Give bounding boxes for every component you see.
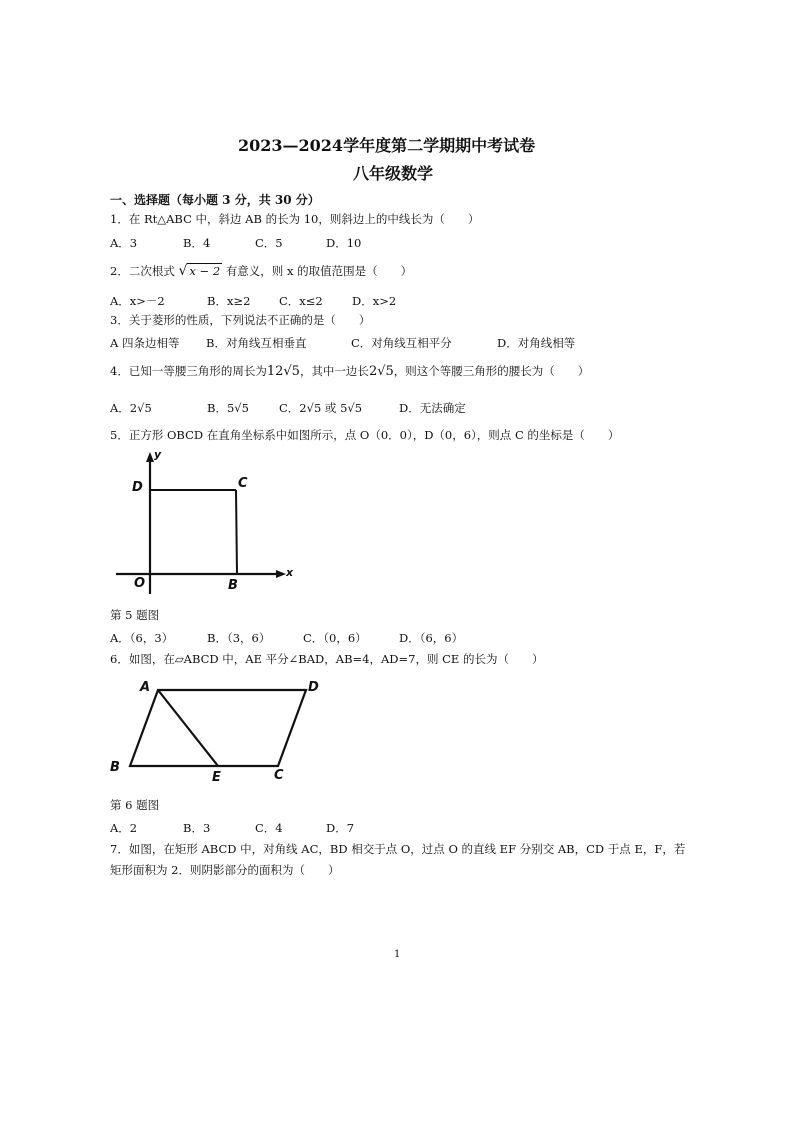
q4-perimeter: 12√5 [266, 364, 300, 379]
question-7-line-1: 7．如图，在矩形 ABCD 中，对角线 AC，BD 相交于点 O，过点 O 的直线 EF 分别交 AB，CD 于点 E，F，若 [110, 842, 686, 856]
q6-label-a: A [140, 680, 151, 695]
q6-label-b: B [110, 760, 120, 775]
q5-label-y: y [154, 448, 162, 461]
q3-option-d[interactable]: D．对角线相等 [497, 336, 576, 350]
q6-option-a[interactable]: A．2 [110, 821, 138, 835]
q5-caption: 第 5 题图 [110, 608, 160, 622]
question-5: 5．正方形 OBCD 在直角坐标系中如图所示，点 O（0．0），D（0，6），则点 C 的坐标是（ ） [110, 428, 620, 442]
q5-label-b: B [228, 578, 238, 593]
q2-option-b[interactable]: B．x≥2 [207, 294, 251, 308]
q5-option-a[interactable]: A．（6，3） [110, 631, 174, 645]
page-number: 1 [394, 949, 401, 960]
q6-label-d: D [308, 680, 319, 695]
q4-option-c[interactable]: C．2√5 或 5√5 [279, 401, 363, 415]
question-1: 1．在 Rt△ABC 中，斜边 AB 的长为 10，则斜边上的中线长为（ ） [110, 212, 480, 226]
q2-option-d[interactable]: D．x>2 [352, 294, 397, 308]
q4-stem-a: 4．已知一等腰三角形的周长为 [110, 364, 267, 378]
q1-option-d[interactable]: D．10 [326, 236, 362, 250]
figure-q6 [108, 676, 328, 792]
q6-option-d[interactable]: D．7 [326, 821, 355, 835]
q2-option-c[interactable]: C．x≤2 [279, 294, 323, 308]
q2-stem-pre: 2．二次根式 [110, 264, 175, 278]
q4-stem-b: ，其中一边长 [299, 364, 369, 378]
q3-option-c[interactable]: C．对角线互相平分 [351, 336, 452, 350]
q6-label-e: E [212, 770, 221, 785]
q6-parallelogram [130, 690, 306, 766]
q2-radicand: x − 2 [189, 264, 221, 278]
q5-label-d: D [132, 480, 143, 495]
figure-q5 [112, 448, 302, 598]
q5-side-cb [236, 490, 237, 574]
exam-title: 2023—2024学年度第二学期期中考试卷 [238, 136, 536, 155]
q1-option-c[interactable]: C．5 [255, 236, 283, 250]
q5-option-d[interactable]: D．（6，6） [399, 631, 464, 645]
q4-option-a[interactable]: A．2√5 [110, 401, 152, 415]
q4-side: 2√5 [368, 364, 394, 379]
q4-option-b[interactable]: B．5√5 [207, 401, 249, 415]
q6-option-b[interactable]: B．3 [183, 821, 211, 835]
q4-stem-c: ，则这个等腰三角形的腰长为（ ） [393, 364, 590, 378]
q5-label-c: C [238, 476, 248, 491]
q5-option-c[interactable]: C．（0，6） [303, 631, 367, 645]
question-4 [110, 364, 589, 379]
q6-segment-ae [158, 690, 218, 766]
question-6: 6．如图，在▱ABCD 中，AE 平分∠BAD，AB=4，AD=7，则 CE 的长为（ ） [110, 652, 544, 666]
q4-option-d[interactable]: D．无法确定 [399, 401, 466, 415]
q6-option-c[interactable]: C．4 [255, 821, 283, 835]
q5-label-x: x [286, 566, 294, 579]
q6-caption: 第 6 题图 [110, 798, 160, 812]
section-heading: 一、选择题（每小题 3 分，共 30 分） [110, 193, 320, 207]
exam-subtitle: 八年级数学 [353, 164, 434, 183]
q5-label-o: O [134, 576, 146, 591]
question-7-line-2: 矩形面积为 2．则阴影部分的面积为（ ） [110, 863, 340, 877]
q2-option-a[interactable]: A．x>－2 [110, 294, 165, 308]
q5-y-arrow-icon [146, 452, 154, 462]
question-3: 3．关于菱形的性质，下列说法不正确的是（ ） [110, 313, 371, 327]
q5-x-arrow-icon [276, 570, 286, 578]
q5-option-b[interactable]: B．（3，6） [207, 631, 271, 645]
radical-sign-icon: √ [178, 263, 188, 279]
q6-label-c: C [274, 768, 284, 783]
question-2 [110, 263, 412, 278]
q1-option-b[interactable]: B．4 [183, 236, 211, 250]
q3-option-b[interactable]: B．对角线互相垂直 [206, 336, 307, 350]
q3-option-a[interactable]: A 四条边相等 [110, 336, 180, 350]
q1-option-a[interactable]: A．3 [110, 236, 138, 250]
q2-stem-post: 有意义，则 x 的取值范围是（ ） [225, 264, 413, 278]
